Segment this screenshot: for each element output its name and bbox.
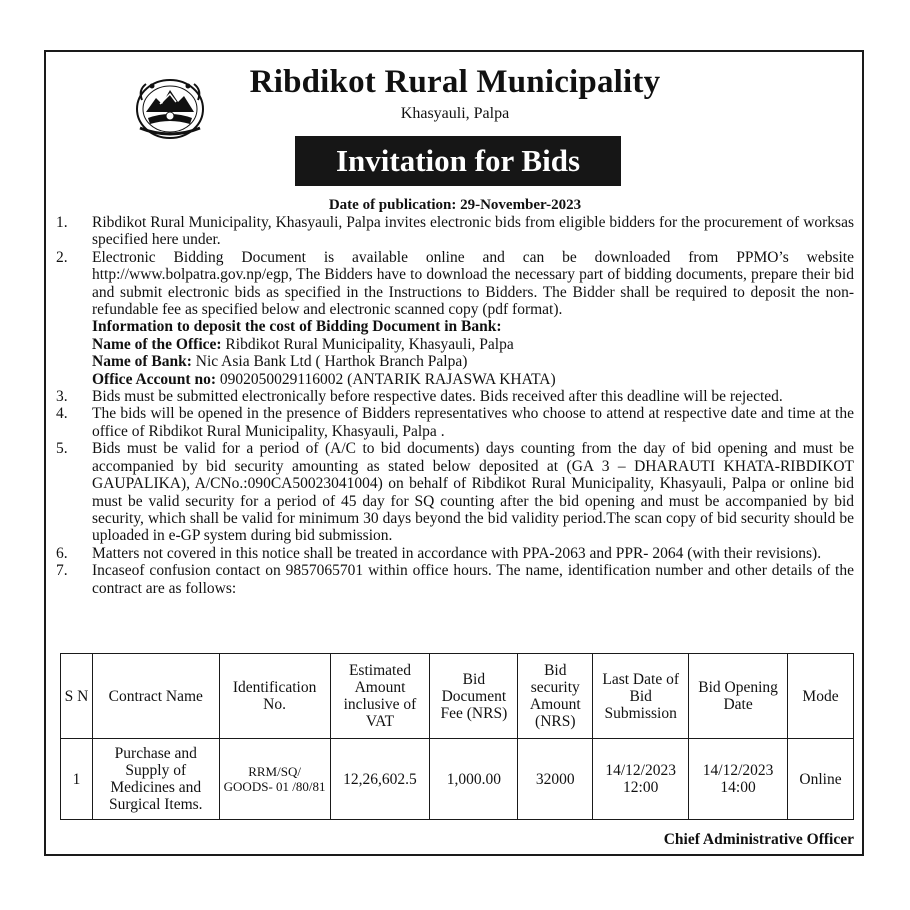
notice-title-banner: Invitation for Bids	[295, 136, 621, 186]
notice-item	[56, 214, 854, 249]
office-value: Ribdikot Rural Municipality, Khasyauli, Palpa	[221, 335, 514, 353]
notice-item	[56, 388, 854, 405]
item-number: 6.	[56, 544, 68, 562]
publication-date: Date of publication: 29-November-2023	[328, 197, 582, 213]
notice-item	[56, 405, 854, 440]
cell-contract-name: Purchase and Supply of Medicines and Surgical Items.	[92, 739, 219, 820]
notice-items	[56, 214, 854, 597]
notice-item	[56, 545, 854, 562]
bank-value: Nic Asia Bank Ltd ( Harthok Branch Palpa)	[191, 353, 468, 371]
item-text: The bids will be opened in the presence of Bidders representatives who choose to attend at respective date and time at the office of Ribdikot Rural Municipality, Khasyauli, Palpa .	[92, 405, 854, 440]
cell-bid-security: 32000	[518, 739, 593, 820]
office-label: Name of the Office:	[92, 335, 222, 353]
cell-sn: 1	[61, 739, 93, 820]
header-contract-name: Contract Name	[92, 654, 219, 739]
cell-last-date: 14/12/2023 12:00	[593, 739, 689, 820]
header-last-date: Last Date of Bid Submission	[593, 654, 689, 739]
notice-item	[56, 440, 854, 544]
cell-identification: RRM/SQ/ GOODS- 01 /80/81	[219, 739, 330, 820]
account-value: 0902050029116002 (ANTARIK RAJASWA KHATA)	[215, 370, 556, 388]
bank-line	[92, 353, 854, 370]
cell-estimated-amount: 12,26,602.5	[330, 739, 430, 820]
item-text: Electronic Bidding Document is available online and can be downloaded from PPMO’s website http://www.bolpatra.gov.np/egp, The Bidders have to download the necessary part of bidding documents, prepare their bid and submit electronic bids as specified in the Instructions to Bidders. The Bidder shall be required to deposit the non-refundable fee as specified below and electronic scanned copy (pdf format).	[92, 248, 854, 319]
municipality-emblem-icon	[132, 76, 208, 144]
header-document-fee: Bid Document Fee (NRS)	[430, 654, 518, 739]
cell-opening-date: 14/12/2023 14:00	[689, 739, 788, 820]
table-row	[61, 739, 854, 820]
item-number: 3.	[56, 388, 68, 406]
contract-table	[60, 653, 854, 820]
deposit-heading: Information to deposit the cost of Bidding Document in Bank:	[92, 318, 502, 336]
bank-label: Name of Bank:	[92, 353, 192, 371]
header-mode: Mode	[788, 654, 854, 739]
header-opening-date: Bid Opening Date	[689, 654, 788, 739]
header-sn: S N	[61, 654, 93, 739]
item-text: Incaseof confusion contact on 9857065701 within office hours. The name, identification number and other details of the contract are as follows:	[92, 562, 854, 597]
table-header-row	[61, 654, 854, 739]
account-line	[92, 371, 854, 388]
item-text: Bids must be submitted electronically before respective dates. Bids received after this deadline will be rejected.	[92, 388, 783, 406]
item-number: 4.	[56, 405, 68, 423]
header-estimated-amount: Estimated Amount inclusive of VAT	[330, 654, 430, 739]
item-number: 2.	[56, 248, 68, 266]
item-number: 1.	[56, 214, 68, 231]
header-bid-security: Bid security Amount (NRS)	[518, 654, 593, 739]
cell-mode: Online	[788, 739, 854, 820]
item-body	[92, 249, 854, 388]
office-line	[92, 336, 854, 353]
item-number: 7.	[56, 562, 68, 580]
notice-item	[56, 249, 854, 388]
org-name: Ribdikot Rural Municipality	[249, 64, 661, 100]
account-label: Office Account no:	[92, 370, 216, 388]
item-text: Bids must be valid for a period of (A/C to bid documents) days counting from the day of bid opening and must be accompanied by bid security amounting as stated below deposited at (GA 3 – DHARAUTI KHATA-RIBDIKOT GAUPALIKA), A/CNo.:090CA50023041004) on behalf of Ribdikot Rural Municipality, Khasyauli, Palpa or online bid must be valid security for a period of 45 day for SQ counting after the bid opening and must be accompanied by bid security, which shall be valid for minimum 30 days beyond the bid validity period.The scan copy of bid security should be uploaded in e-GP system during bid submission.	[92, 440, 854, 545]
notice-item	[56, 562, 854, 597]
item-number: 5.	[56, 440, 68, 458]
org-address: Khasyauli, Palpa	[400, 105, 510, 122]
item-text: Ribdikot Rural Municipality, Khasyauli, Palpa invites electronic bids from eligible bidders for the procurement of worksas specified here under.	[92, 214, 854, 249]
cell-document-fee: 1,000.00	[430, 739, 518, 820]
item-text: Matters not covered in this notice shall be treated in accordance with PPA-2063 and PPR- 2064 (with their revisions).	[92, 544, 822, 562]
header-identification: Identification No.	[219, 654, 330, 739]
signatory-title: Chief Administrative Officer	[663, 831, 854, 848]
